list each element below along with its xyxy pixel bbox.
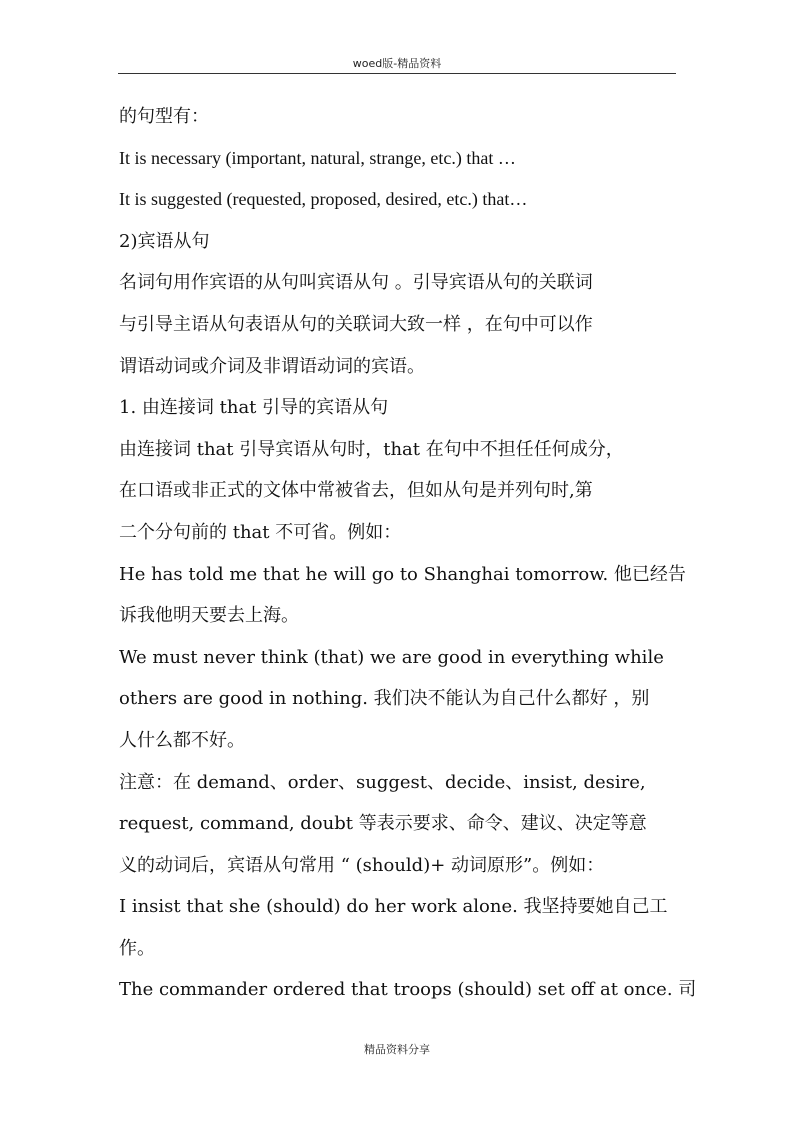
text-line: 名词句用作宾语的从句叫宾语从句 。引导宾语从句的关联词 <box>119 272 593 294</box>
example-line: 作。 <box>119 937 155 959</box>
text-line: 的句型有： <box>119 106 209 127</box>
text-line: 由连接词 that 引导宾语从句时，that 在句中不担任任何成分， <box>119 438 624 460</box>
text-line: 在口语或非正式的文体中常被省去，但如从句是并列句时,第 <box>119 480 593 502</box>
example-line: 人什么都不好。 <box>119 729 245 751</box>
example-line: others are good in nothing. 我们决不能认为自己什么都好 ，别 <box>119 688 650 710</box>
example-line: We must never think (that) we are good in everything while <box>119 646 664 668</box>
text-line: It is necessary (important, natural, strange, etc.) that … <box>119 147 516 168</box>
page-footer: 精品资料分享 <box>364 1043 430 1056</box>
section-heading: 1. 由连接词 that 引导的宾语从句 <box>119 397 389 419</box>
document-body <box>119 96 697 1011</box>
text-line: 谓语动词或介词及非谓语动词的宾语。 <box>119 355 425 377</box>
page-header: woed版-精品资料 <box>352 57 442 70</box>
example-line: He has told me that he will go to Shanghai tomorrow. 他已经告 <box>119 563 686 585</box>
note-line: 注意：在 demand、order、suggest、decide、insist, desire, <box>119 771 646 793</box>
example-line: I insist that she (should) do her work alone. 我坚持要她自己工 <box>119 896 668 918</box>
text-line: It is suggested (requested, proposed, desired, etc.) that… <box>119 189 528 210</box>
example-line: The commander ordered that troops (should) set off at once. 司 <box>119 979 697 1001</box>
note-line: request, command, doubt 等表示要求、命令、建议、决定等意 <box>119 813 647 835</box>
text-line: 二个分句前的 that 不可省。例如： <box>119 521 402 543</box>
note-line: 义的动词后，宾语从句常用 “ (should)+ 动词原形”。例如： <box>119 854 605 876</box>
section-heading: 2)宾语从句 <box>119 230 210 252</box>
header-divider <box>118 73 676 74</box>
text-line: 与引导主语从句表语从句的关联词大致一样 ，在句中可以作 <box>119 313 593 335</box>
example-line: 诉我他明天要去上海。 <box>119 605 299 627</box>
